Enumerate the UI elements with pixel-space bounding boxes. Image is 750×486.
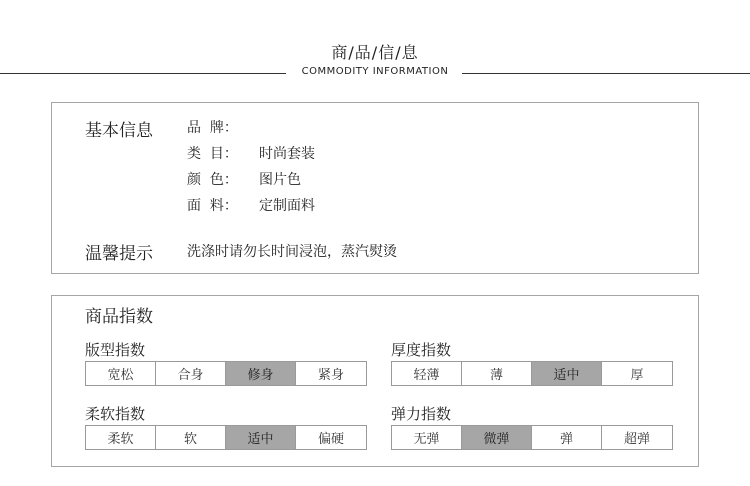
index-option-selected: 适中	[226, 426, 296, 449]
info-value-category: 时尚套装	[259, 146, 315, 162]
thickness-index-bar	[391, 361, 673, 386]
index-option-selected: 适中	[532, 362, 602, 385]
index-option: 柔软	[86, 426, 156, 449]
page-subtitle	[0, 66, 750, 77]
info-key-brand: 品 牌：	[187, 120, 238, 136]
index-option-selected: 微弹	[462, 426, 532, 449]
softness-index-title: 柔软指数	[85, 405, 146, 423]
info-key-fabric: 面 料：	[187, 198, 238, 214]
info-value-color: 图片色	[259, 172, 301, 188]
elasticity-index-title: 弹力指数	[391, 405, 452, 423]
fit-index-title: 版型指数	[85, 341, 146, 359]
index-option-selected: 修身	[226, 362, 296, 385]
index-option: 合身	[156, 362, 226, 385]
index-option: 超弹	[623, 432, 650, 447]
page-title: 商/品/信/息	[331, 43, 419, 62]
page-subtitle-text: COMMODITY INFORMATION	[296, 66, 455, 77]
info-key-category: 类 目：	[187, 146, 238, 162]
softness-index-bar	[85, 425, 367, 450]
index-option: 偏硬	[317, 432, 344, 447]
index-option: 轻薄	[392, 362, 462, 385]
thickness-index-title: 厚度指数	[391, 341, 452, 359]
index-option: 无弹	[392, 426, 462, 449]
product-index-panel	[51, 295, 699, 467]
index-option: 弹	[532, 426, 602, 449]
fit-index-bar	[85, 361, 367, 386]
elasticity-index-bar	[391, 425, 673, 450]
tips-label: 温馨提示	[85, 244, 153, 264]
index-option: 厚	[630, 368, 644, 383]
product-index-label: 商品指数	[85, 307, 153, 327]
basic-info-panel	[51, 102, 699, 274]
tips-text: 洗涤时请勿长时间浸泡，蒸汽熨烫	[187, 244, 397, 260]
index-option: 宽松	[86, 362, 156, 385]
info-key-color: 颜 色：	[187, 172, 238, 188]
info-value-fabric: 定制面料	[259, 198, 315, 214]
index-option: 薄	[462, 362, 532, 385]
index-option: 软	[156, 426, 226, 449]
index-option: 紧身	[317, 368, 344, 383]
basic-info-label: 基本信息	[85, 121, 153, 141]
